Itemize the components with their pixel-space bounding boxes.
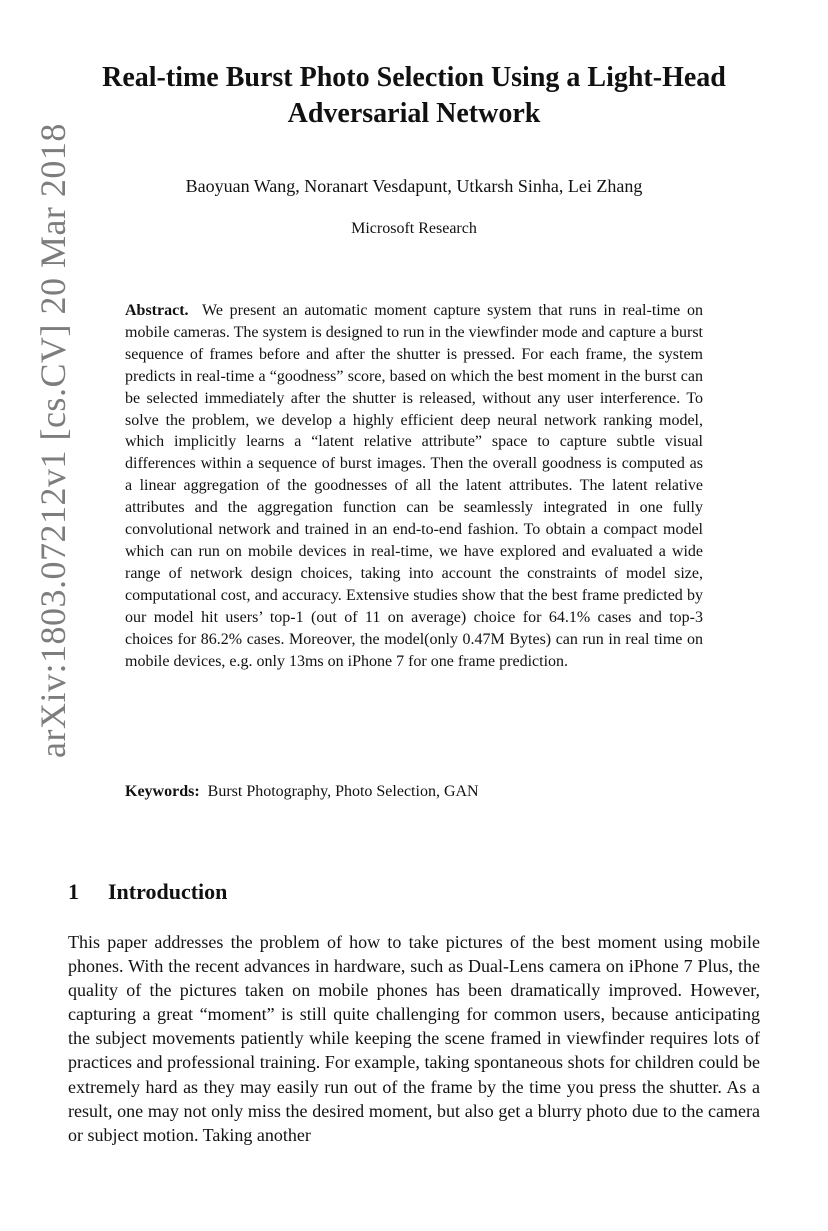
keywords-label: Keywords:: [125, 783, 200, 800]
abstract-text: We present an automatic moment capture system that runs in real-time on mobile cameras. The system is designed to run in the viewfinder mode and capture a burst sequence of frames before and after the shutter is pressed. For each frame, the system predicts in real-time a “goodness” score, based on which the best moment in the burst can be selected immediately after the shutter is released, without any user interference. To solve the problem, we develop a highly efficient deep neural network ranking model, which implicitly learns a “latent relative attribute” space to capture subtle visual differences within a sequence of burst images. Then the overall goodness is computed as a linear aggregation of the goodnesses of all the latent attributes. The latent relative attributes and the aggregation function can be seamlessly integrated in one fully convolutional network and trained in an end-to-end fashion. To obtain a compact model which can run on mobile devices in real-time, we have explored and evaluated a wide range of network design choices, taking into account the constraints of model size, computational cost, and accuracy. Extensive studies show that the best frame predicted by our model hit users’ top-1 (out of 11 on average) choice for 64.1% cases and top-3 choices for 86.2% cases. Moreover, the model(only 0.47M Bytes) can run in real time on mobile devices, e.g. only 13ms on iPhone 7 for one frame prediction.: [125, 302, 703, 670]
section-number: 1: [68, 879, 79, 904]
abstract-block: [125, 300, 703, 672]
paper-title: Real-time Burst Photo Selection Using a Light-Head Adversarial Network: [102, 62, 726, 129]
abstract-label: Abstract.: [125, 302, 189, 319]
section-title: Introduction: [108, 879, 228, 904]
keywords-text: Burst Photography, Photo Selection, GAN: [207, 783, 479, 800]
arxiv-identifier-stamp: arXiv:1803.07212v1 [cs.CV] 20 Mar 2018: [33, 123, 73, 758]
section-heading-introduction: [68, 878, 768, 906]
paper-authors: Baoyuan Wang, Noranart Vesdapunt, Utkarsh Sinha, Lei Zhang: [185, 176, 643, 196]
keywords-block: [125, 781, 703, 803]
introduction-paragraph: This paper addresses the problem of how to take pictures of the best moment using mobile phones. With the recent advances in hardware, such as Dual-Lens camera on iPhone 7 Plus, the quality of the pictures taken on mobile phones has been dramatically improved. However, capturing a great “moment” is still quite challenging for common users, because anticipating the subject movements patiently while keeping the scene framed in viewfinder requires lots of practices and professional training. For example, taking spontaneous shots for children could be extremely hard as they may easily run out of the frame by the time you press the shutter. As a result, one may not only miss the desired moment, but also get a blurry photo due to the camera or subject motion. Taking another: [68, 932, 760, 1145]
paper-affiliation: Microsoft Research: [351, 220, 477, 237]
